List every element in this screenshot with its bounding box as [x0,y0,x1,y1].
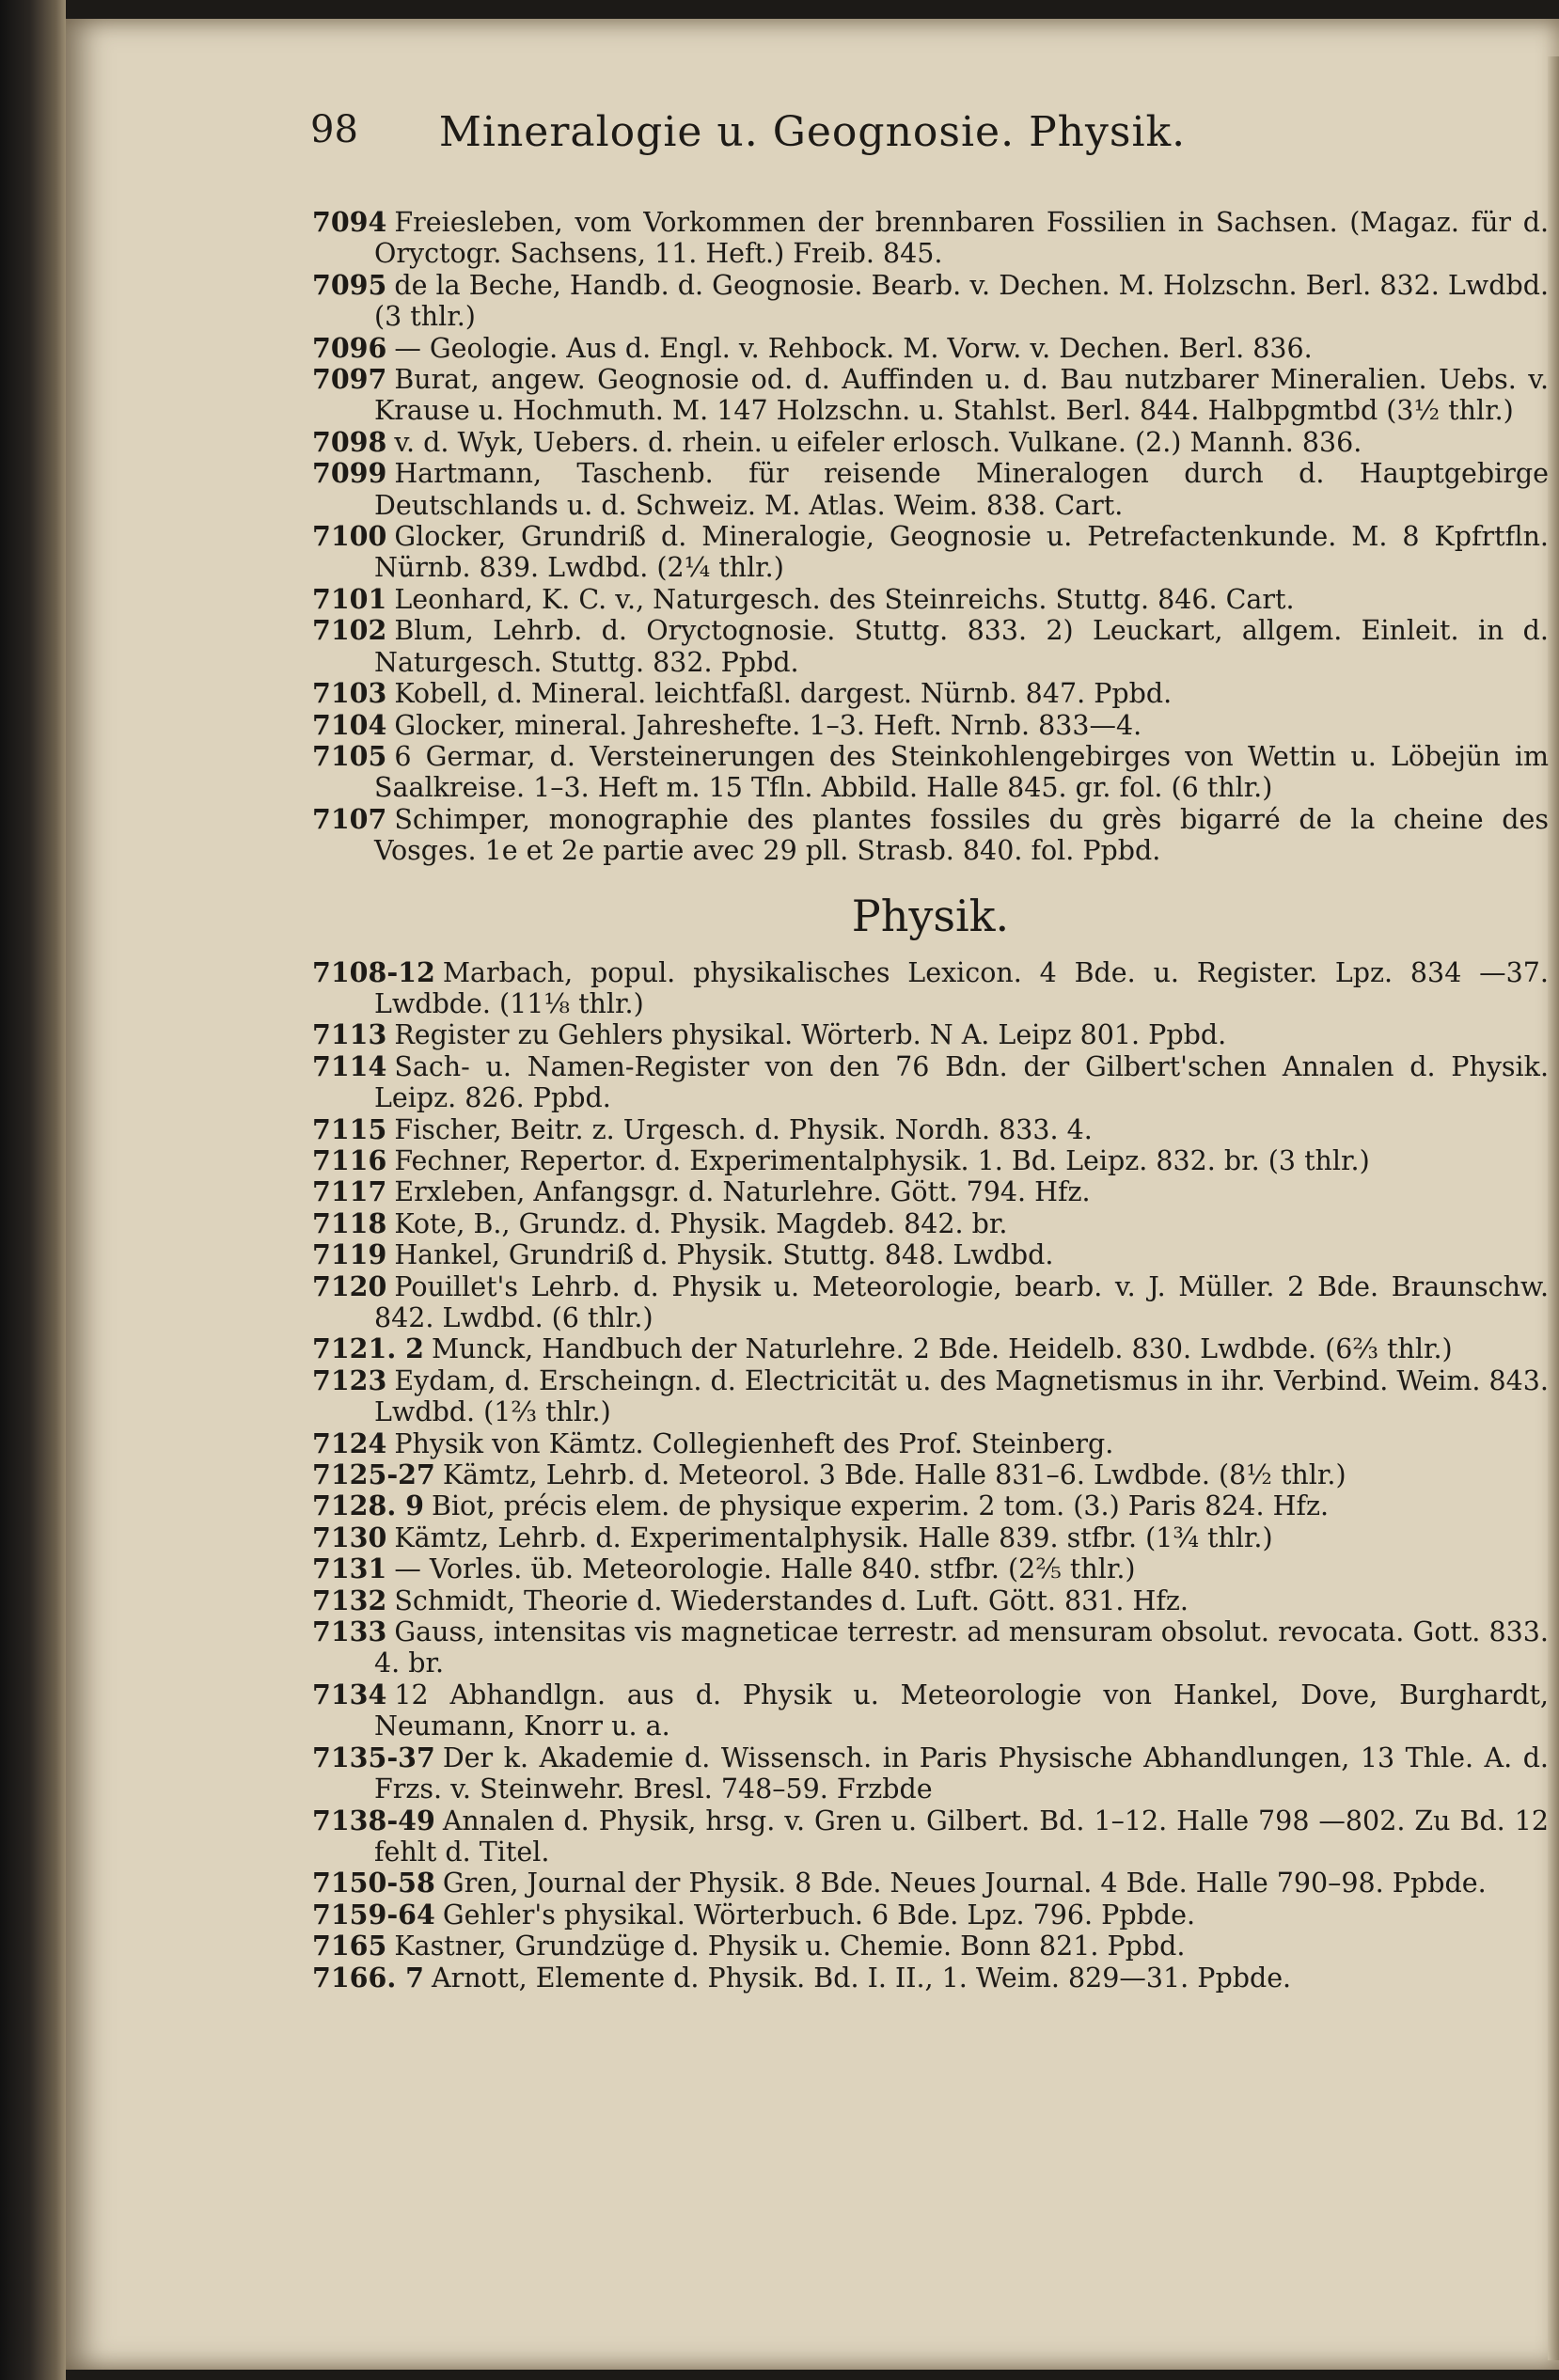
catalog-entry [312,364,1549,427]
entry-number: 7097 [312,363,387,396]
entry-number: 7113 [312,1018,387,1051]
entry-number: 7134 [312,1678,387,1710]
entry-text: v. d. Wyk, Uebers. d. rhein. u eifeler erlosch. Vulkane. (2.) Mannh. 836. [394,426,1362,458]
entry-text: Glocker, mineral. Jahreshefte. 1–3. Heft. Nrnb. 833—4. [394,709,1142,741]
book-page [66,19,1559,2370]
catalog-entry [312,1459,1549,1490]
entry-text: Gehler's physikal. Wörterbuch. 6 Bde. Lpz. 796. Ppbde. [442,1899,1195,1931]
page-edge [1548,56,1559,2360]
catalog-entry [312,1679,1549,1742]
catalog-entry [312,1868,1549,1899]
entry-number: 7108-12 [312,955,435,988]
catalog-entry [312,804,1549,867]
entry-number: 7120 [312,1269,387,1302]
entry-number: 7115 [312,1112,387,1145]
entry-number: 7135-37 [312,1741,435,1773]
entry-number: 7104 [312,708,387,741]
entry-text: — Geologie. Aus d. Engl. v. Rehbock. M. Vorw. v. Dechen. Berl. 836. [394,332,1313,364]
entry-text: Register zu Gehlers physikal. Wörterb. N A. Leipz 801. Ppbd. [394,1019,1227,1051]
entry-number: 7128. 9 [312,1489,424,1522]
entry-text: Kämtz, Lehrb. d. Experimentalphysik. Halle 839. stfbr. (1¾ thlr.) [394,1521,1273,1553]
catalog-entry [312,521,1549,584]
entry-list-mineralogy [312,207,1549,867]
catalog-entry [312,1271,1549,1334]
entry-text: Annalen d. Physik, hrsg. v. Gren u. Gilbert. Bd. 1–12. Halle 798 —802. Zu Bd. 12 fehlt d. Titel. [374,1805,1549,1868]
entry-number: 7130 [312,1521,387,1553]
entry-text: Freiesleben, vom Vorkommen der brennbaren Fossilien in Sachsen. (Magaz. für d. Oryctogr. Sachsens, 11. Heft.) Freib. 845. [374,207,1549,270]
entry-text: Blum, Lehrb. d. Oryctognosie. Stuttg. 833. 2) Leuckart, allgem. Einleit. in d. Naturgesch. Stuttg. 832. Ppbd. [374,615,1549,678]
entry-number: 7124 [312,1426,387,1459]
catalog-entry [312,1962,1549,1994]
entry-text: 6 Germar, d. Versteinerungen des Steinkohlengebirges von Wettin u. Löbejün im Saalkreise. 1–3. Heft m. 15 Tfln. Abbild. Halle 845. gr. fol. (6 thlr.) [374,740,1549,804]
catalog-entry [312,584,1549,615]
catalog-entry [312,1805,1549,1868]
entry-text: Leonhard, K. C. v., Naturgesch. des Steinreichs. Stuttg. 846. Cart. [394,583,1295,615]
entry-text: Erxleben, Anfangsgr. d. Naturlehre. Gött. 794. Hfz. [394,1176,1091,1208]
catalog-entry [312,1428,1549,1459]
entry-text: Pouillet's Lehrb. d. Physik u. Meteorologie, bearb. v. J. Müller. 2 Bde. Braunschw. 842. Lwdbd. (6 thlr.) [374,1270,1549,1333]
entry-number: 7103 [312,677,387,710]
entry-number: 7095 [312,268,387,301]
catalog-entry [312,1176,1549,1207]
catalog-entry [312,1899,1549,1931]
entry-number: 7166. 7 [312,1961,424,1994]
catalog-entry [312,1522,1549,1553]
catalog-entry [312,333,1549,364]
catalog-entry [312,1585,1549,1616]
entry-text: Hankel, Grundriß d. Physik. Stuttg. 848. Lwdbd. [394,1239,1054,1271]
entry-text: 12 Abhandlgn. aus d. Physik u. Meteorologie von Hankel, Dove, Burghardt, Neumann, Knorr u. a. [374,1679,1549,1742]
catalog-entry [312,1490,1549,1521]
catalog-entry [312,1365,1549,1428]
catalog-entries [312,207,1549,1994]
catalog-entry [312,1553,1549,1584]
entry-number: 7098 [312,425,387,458]
entry-list-physik [312,957,1549,1994]
entry-text: Fischer, Beitr. z. Urgesch. d. Physik. Nordh. 833. 4. [394,1113,1093,1145]
entry-text: de la Beche, Handb. d. Geognosie. Bearb. v. Dechen. M. Holzschn. Berl. 832. Lwdbd. (3 thlr.) [374,269,1549,333]
entry-number: 7138-49 [312,1804,435,1836]
running-title: Mineralogie u. Geognosie. Physik. [438,108,1187,156]
catalog-entry [312,1019,1549,1050]
entry-number: 7101 [312,582,387,615]
entry-text: Sach- u. Namen-Register von den 76 Bdn. der Gilbert'schen Annalen d. Physik. Leipz. 826. Ppbd. [374,1050,1549,1114]
entry-text: Kämtz, Lehrb. d. Meteorol. 3 Bde. Halle 831–6. Lwdbde. (8½ thlr.) [442,1459,1346,1491]
entry-number: 7100 [312,520,387,553]
entry-number: 7094 [312,206,387,238]
entry-number: 7096 [312,331,387,364]
entry-number: 7118 [312,1206,387,1239]
entry-text: Munck, Handbuch der Naturlehre. 2 Bde. Heidelb. 830. Lwdbde. (6⅔ thlr.) [432,1333,1453,1365]
catalog-entry [312,678,1549,709]
catalog-entry [312,615,1549,678]
catalog-entry [312,1114,1549,1145]
catalog-entry [312,741,1549,804]
page-number: 98 [310,108,358,151]
entry-text: Arnott, Elemente d. Physik. Bd. I. II., 1. Weim. 829—31. Ppbde. [432,1962,1292,1994]
entry-text: Schmidt, Theorie d. Wiederstandes d. Luft. Gött. 831. Hfz. [394,1584,1189,1616]
entry-text: Fechner, Repertor. d. Experimentalphysik. 1. Bd. Leipz. 832. br. (3 thlr.) [394,1144,1370,1176]
book-binding-shadow [0,0,66,2380]
entry-text: Physik von Kämtz. Collegienheft des Prof. Steinberg. [394,1427,1114,1459]
entry-text: Gren, Journal der Physik. 8 Bde. Neues Journal. 4 Bde. Halle 790–98. Ppbde. [442,1868,1487,1899]
entry-text: Eydam, d. Erscheingn. d. Electricität u. des Magnetismus in ihr. Verbind. Weim. 843. Lwdbd. (1⅔ thlr.) [374,1364,1549,1428]
entry-number: 7117 [312,1175,387,1208]
entry-text: Biot, précis elem. de physique experim. 2 tom. (3.) Paris 824. Hfz. [432,1490,1330,1522]
entry-text: Kobell, d. Mineral. leichtfaßl. dargest. Nürnb. 847. Ppbd. [394,678,1173,710]
catalog-entry [312,1208,1549,1239]
entry-text: — Vorles. üb. Meteorologie. Halle 840. stfbr. (2⅖ thlr.) [394,1553,1136,1585]
catalog-entry [312,1239,1549,1270]
entry-number: 7132 [312,1584,387,1616]
entry-number: 7102 [312,614,387,647]
section-title-physik: Physik. [851,890,1010,941]
entry-number: 7133 [312,1616,387,1648]
entry-number: 7107 [312,802,387,835]
entry-text: Burat, angew. Geognosie od. d. Auffinden u. d. Bau nutzbarer Mineralien. Uebs. v. Krause u. Hochmuth. M. 147 Holzschn. u. Stahlst. Berl. 844. Halbpgmtbd (3½ thlr.) [374,364,1549,427]
catalog-entry [312,458,1549,521]
catalog-entry [312,207,1549,270]
entry-text: Gauss, intensitas vis magneticae terrestr. ad mensuram obsolut. revocata. Gott. 833. 4. br. [374,1616,1549,1679]
entry-number: 7116 [312,1143,387,1176]
entry-number: 7125-27 [312,1458,435,1491]
entry-text: Marbach, popul. physikalisches Lexicon. 4 Bde. u. Register. Lpz. 834 —37. Lwdbde. (11⅛ thlr.) [374,956,1549,1019]
page-header [66,108,1559,165]
entry-number: 7165 [312,1930,387,1962]
entry-text: Hartmann, Taschenb. für reisende Mineralogen durch d. Hauptgebirge Deutschlands u. d. Schweiz. M. Atlas. Weim. 838. Cart. [374,458,1549,521]
entry-number: 7099 [312,457,387,490]
catalog-entry [312,1616,1549,1679]
entry-text: Glocker, Grundriß d. Mineralogie, Geognosie u. Petrefactenkunde. M. 8 Kpfrtfln. Nürnb. 839. Lwdbd. (2¼ thlr.) [374,521,1549,584]
entry-text: Kastner, Grundzüge d. Physik u. Chemie. Bonn 821. Ppbd. [394,1931,1186,1962]
catalog-entry [312,1931,1549,1962]
entry-number: 7131 [312,1553,387,1585]
catalog-entry [312,1742,1549,1805]
catalog-entry [312,427,1549,458]
entry-number: 7105 [312,739,387,772]
entry-number: 7123 [312,1363,387,1396]
catalog-entry [312,1051,1549,1114]
entry-number: 7114 [312,1049,387,1082]
entry-text: Schimper, monographie des plantes fossiles du grès bigarré de la cheine des Vosges. 1e et 2e partie avec 29 pll. Strasb. 840. fol. Ppbd. [374,803,1549,867]
entry-number: 7119 [312,1238,387,1271]
catalog-entry [312,710,1549,741]
entry-text: Kote, B., Grundz. d. Physik. Magdeb. 842. br. [394,1207,1008,1239]
catalog-entry [312,957,1549,1020]
catalog-entry [312,1333,1549,1364]
entry-number: 7159-64 [312,1898,435,1931]
entry-text: Der k. Akademie d. Wissensch. in Paris Physische Abhandlungen, 13 Thle. A. d. Frzs. v. Steinwehr. Bresl. 748–59. Frzbde [374,1742,1549,1805]
entry-number: 7121. 2 [312,1332,424,1365]
catalog-entry [312,270,1549,333]
catalog-entry [312,1145,1549,1176]
entry-number: 7150-58 [312,1867,435,1899]
